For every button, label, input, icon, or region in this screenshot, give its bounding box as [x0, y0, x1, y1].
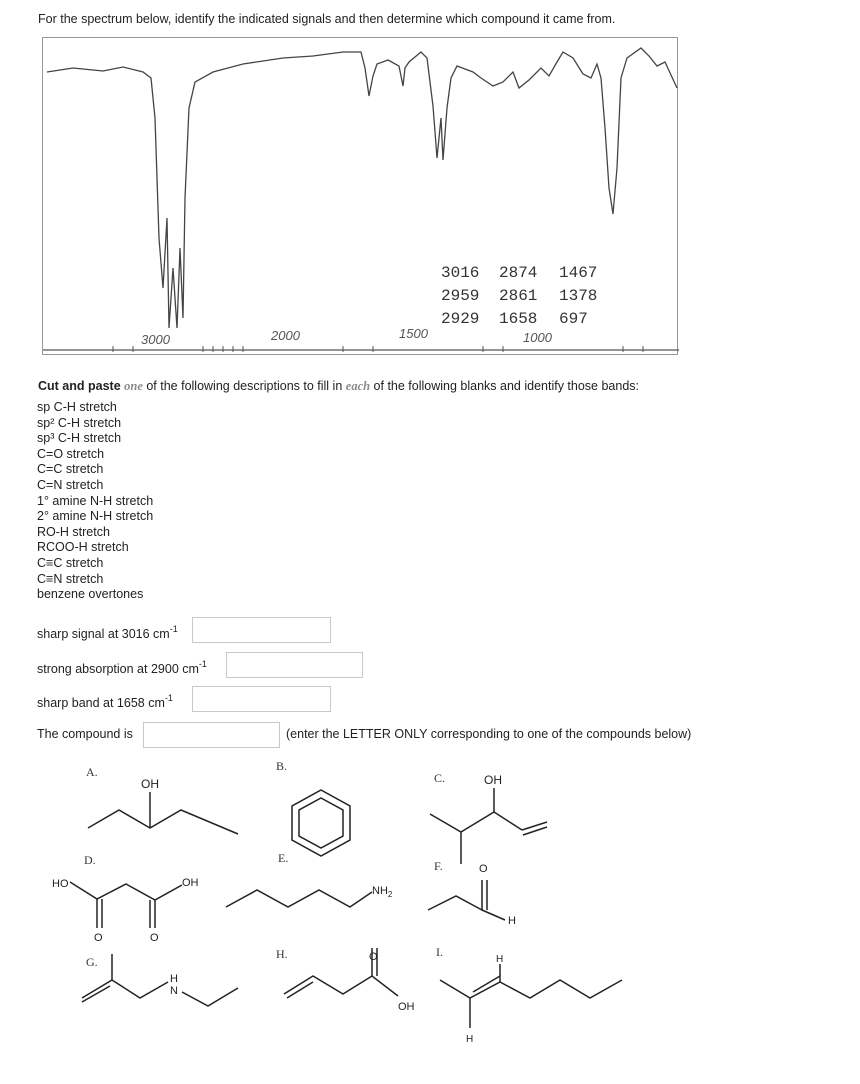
description-item: sp C-H stretch [37, 400, 117, 414]
compound-h-letter: H. [276, 947, 288, 961]
answer-input-2900[interactable] [226, 652, 363, 678]
compound-i-letter: I. [436, 945, 443, 959]
compound-a-letter: A. [86, 765, 98, 779]
description-item: benzene overtones [37, 587, 144, 602]
compound-h-oh: OH [398, 1001, 415, 1013]
question-label-3: sharp band at 1658 $cm^{-1}$ [37, 693, 173, 710]
peak-value: 1658 [499, 310, 538, 328]
question-label-1: sharp signal at 3016 $cm^{-1}$ [37, 624, 178, 641]
answer-input-3016[interactable] [192, 617, 331, 643]
description-list [37, 400, 153, 603]
description-item: C=N stretch [37, 477, 104, 492]
peak-list-col2 [499, 262, 537, 331]
compound-b-letter: B. [276, 759, 288, 773]
compound-g-n: N [170, 985, 178, 997]
description-item: RCOO-H stretch [37, 540, 129, 555]
prompt-each: each [345, 379, 371, 393]
compound-a-skeleton [88, 810, 238, 834]
description-item: C≡C stretch [37, 555, 104, 570]
peak-value: 2929 [441, 310, 480, 328]
compound-f-o: O [479, 863, 488, 875]
compound-g-letter: G. [86, 955, 98, 969]
compound-i-skeleton [440, 980, 622, 998]
cut-paste-prompt [38, 379, 639, 394]
description-item: sp² C-H stretch [37, 415, 122, 430]
compound-h-o: O [369, 951, 378, 963]
compound-d-oh: OH [182, 877, 199, 889]
peak-list-col3 [559, 262, 597, 331]
answer-input-1658[interactable] [192, 686, 331, 712]
description-item: sp³ C-H stretch [37, 431, 122, 446]
compound-d-ho: HO [52, 878, 69, 890]
compound-hint: (enter the LETTER ONLY corresponding to one of the compounds below) [286, 727, 692, 741]
compound-d-o1: O [94, 932, 103, 944]
prompt-one: one [124, 379, 143, 393]
question-label-2: strong absorption at 2900 $cm^{-1}$ [37, 659, 207, 676]
description-item: 1° amine N-H stretch [37, 493, 154, 508]
peak-value: 1378 [559, 287, 598, 305]
compound-f-skeleton [428, 880, 482, 910]
description-item: C=C stretch [37, 462, 104, 477]
compound-d-o2: O [150, 932, 159, 944]
prompt-bold: Cut and paste [38, 379, 125, 393]
compound-f-h: H [508, 915, 516, 927]
compound-a-oh: OH [141, 777, 159, 791]
axis-ticks [113, 346, 643, 352]
peak-value: 2874 [499, 264, 538, 282]
compound-i-h-bottom: H [466, 1034, 474, 1045]
compound-d-skeleton [70, 882, 182, 900]
compound-i-h-top: H [496, 954, 504, 965]
peak-value: 1467 [559, 264, 598, 282]
prompt-mid: of the following descriptions to fill in [142, 379, 346, 393]
compound-e-letter: E. [278, 851, 289, 865]
instructions-text: For the spectrum below, identify the indicated signals and then determine which compound it came from. [38, 12, 616, 26]
peak-value: 2959 [441, 287, 480, 305]
compound-c-letter: C. [434, 771, 446, 785]
axis-mark-1000: 1000 [523, 330, 552, 345]
description-item: RO-H stretch [37, 524, 110, 539]
prompt-end: of the following blanks and identify those bands: [370, 379, 640, 393]
compound-letter-input[interactable] [143, 722, 280, 748]
compound-d-letter: D. [84, 853, 96, 867]
compound-e-skeleton [226, 890, 372, 907]
compound-f-letter: F. [434, 859, 443, 873]
compound-structures [0, 752, 860, 1084]
compound-g-h: H [170, 973, 178, 985]
axis-mark-1500: 1500 [399, 326, 428, 341]
peak-value: 2861 [499, 287, 538, 305]
axis-mark-2000: 2000 [271, 328, 300, 343]
description-item: 2° amine N-H stretch [37, 509, 154, 524]
ir-spectrum-image [42, 37, 678, 355]
compound-e-nh2: $NH_2$ [372, 885, 393, 899]
compound-c-skeleton [430, 812, 522, 832]
description-item: C≡N stretch [37, 571, 104, 586]
compound-c-oh: OH [484, 773, 502, 787]
peak-value: 3016 [441, 264, 480, 282]
compound-h-skeleton [284, 976, 398, 996]
compound-b-ring [292, 790, 350, 856]
description-item: C=O stretch [37, 446, 105, 461]
peak-list-col1 [441, 262, 479, 331]
axis-mark-3000: 3000 [141, 332, 170, 347]
compound-label: The compound is [37, 727, 133, 741]
peak-value: 697 [559, 310, 588, 328]
